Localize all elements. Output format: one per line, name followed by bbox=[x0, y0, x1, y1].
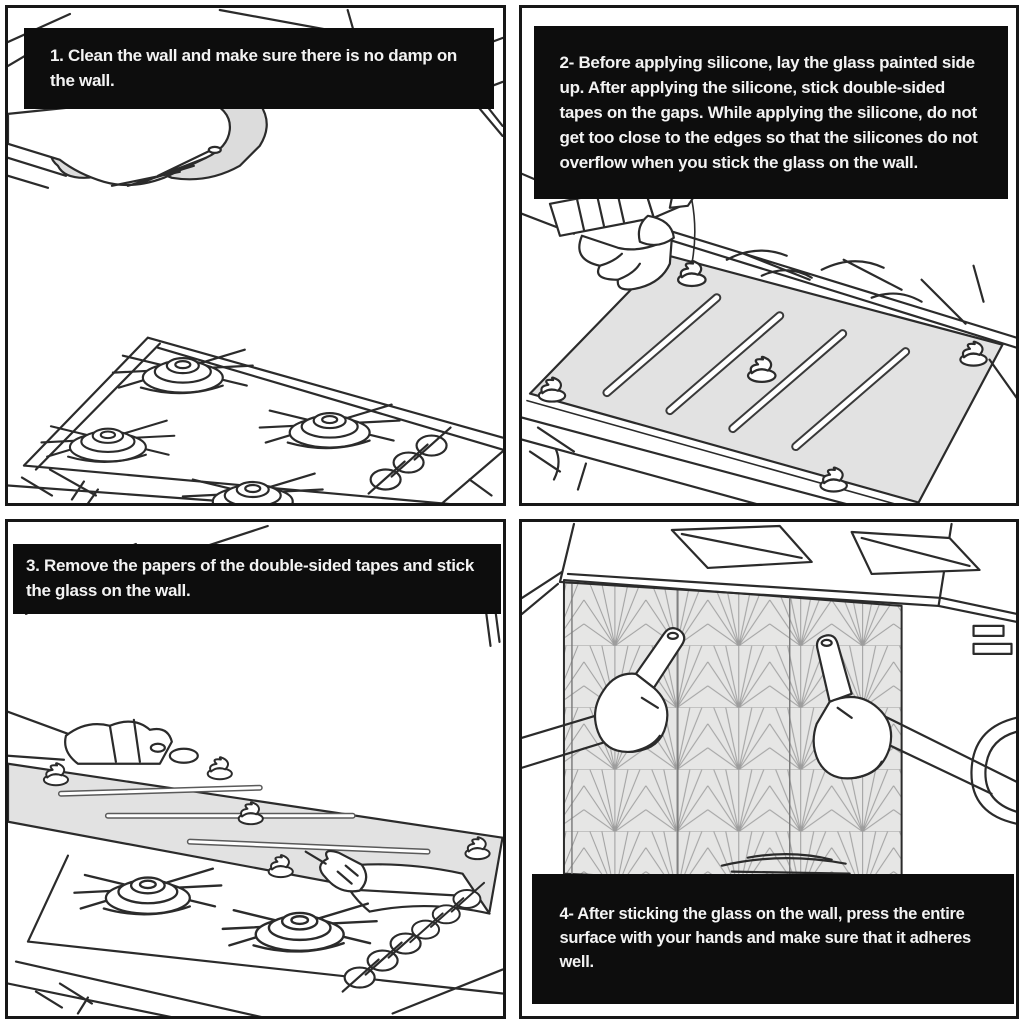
step-3-caption bbox=[13, 544, 501, 614]
step-3-text: 3. Remove the papers of the double-sided tapes and stick the glass on the wall. bbox=[26, 555, 474, 600]
step-1-panel bbox=[5, 5, 506, 506]
step-4-caption bbox=[532, 874, 1014, 1004]
step-4-panel bbox=[519, 519, 1020, 1020]
step-2-caption bbox=[534, 26, 1008, 199]
step-1-text: 1. Clean the wall and make sure there is no damp on the wall. bbox=[50, 46, 457, 90]
holding-hand bbox=[8, 711, 198, 763]
step-1-caption bbox=[24, 28, 494, 109]
step-4-text: 4- After sticking the glass on the wall, press the entire surface with your hands and make sure that it adheres well. bbox=[559, 904, 971, 971]
gas-cooktop bbox=[8, 338, 503, 503]
step-2-panel bbox=[519, 5, 1020, 506]
step-2-text: 2- Before applying silicone, lay the glass painted side up. After applying the silicone, stick double-sided tapes on the gaps. While applying the silicone, do not get too close to the edges so that the silicones do not overflow when you stick the glass on the wall. bbox=[559, 53, 978, 172]
step-3-panel bbox=[5, 519, 506, 1020]
